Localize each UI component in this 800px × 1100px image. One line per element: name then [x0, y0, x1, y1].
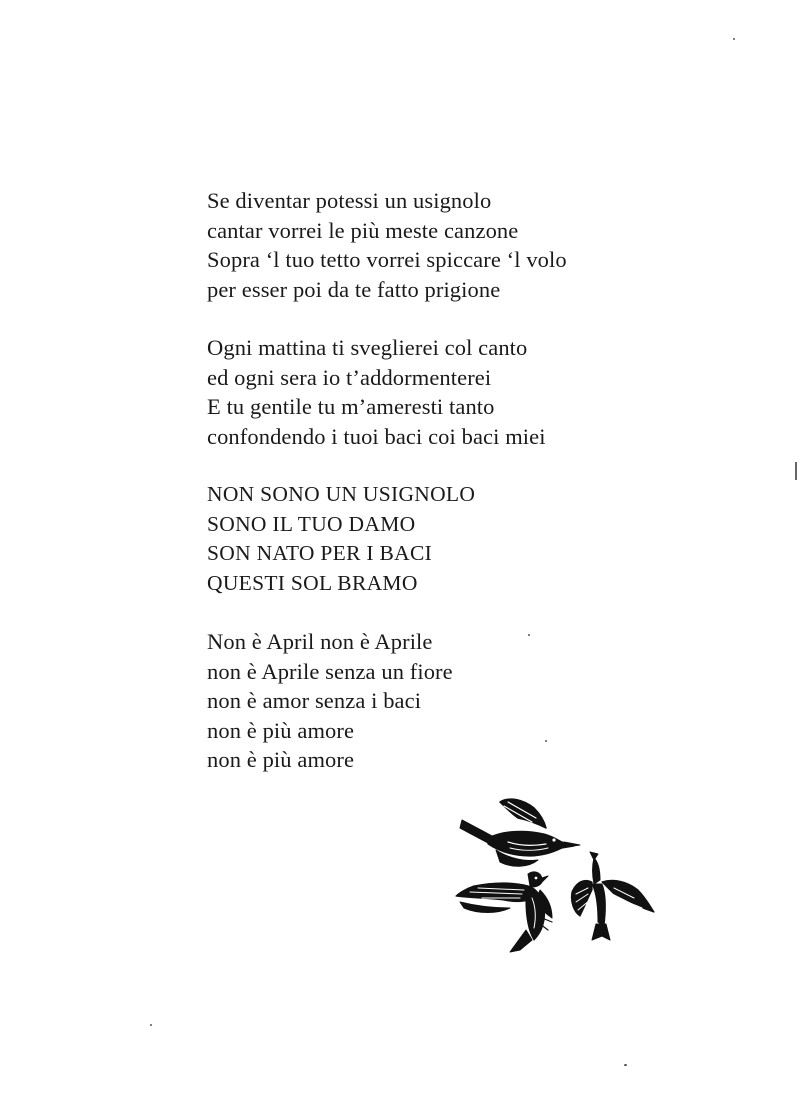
stanza-2 [207, 333, 647, 451]
stanza-1 [207, 186, 647, 304]
poem-line: ed ogni sera io t’addormenterei [207, 364, 492, 390]
poem-line: non è più amore [207, 747, 355, 772]
poem-line: Sopra ‘l tuo tetto vorrei spiccare ‘l volo [207, 247, 567, 272]
poem-line: non è più amore [207, 717, 355, 743]
birds-woodcut-icon [448, 790, 668, 960]
stanza-4 [207, 627, 647, 775]
scan-speck [150, 1024, 152, 1026]
scan-speck [545, 740, 547, 742]
poem [207, 186, 647, 804]
poem-line: per esser poi da te fatto prigione [207, 276, 501, 302]
scan-edge-mark [795, 462, 797, 480]
bird-right-icon [571, 852, 654, 940]
poem-line: Se diventar potessi un usignolo [207, 188, 492, 213]
poem-line: confondendo i tuoi baci coi baci miei [207, 423, 546, 449]
poem-line: E tu gentile tu m’ameresti tanto [207, 394, 495, 419]
poem-line: non è Aprile senza un fiore [207, 658, 453, 684]
bird-top-icon [460, 799, 580, 866]
poem-line: QUESTI SOL BRAMO [207, 570, 418, 595]
poem-line: cantar vorrei le più meste canzone [207, 217, 519, 243]
poem-line: Ogni mattina ti sveglierei col canto [207, 335, 528, 360]
poem-line: non è amor senza i baci [207, 688, 422, 713]
poem-line: NON SONO UN USIGNOLO [207, 482, 476, 506]
poem-line: SON NATO PER I BACI [207, 541, 433, 565]
poem-line: SONO IL TUO DAMO [207, 511, 416, 536]
scan-speck [733, 38, 735, 40]
poem-line: Non è April non è Aprile [207, 629, 433, 654]
scan-speck [624, 1064, 627, 1066]
bird-bottom-left-icon [456, 872, 552, 952]
stanza-3-refrain [207, 480, 647, 598]
scan-speck [528, 634, 530, 636]
